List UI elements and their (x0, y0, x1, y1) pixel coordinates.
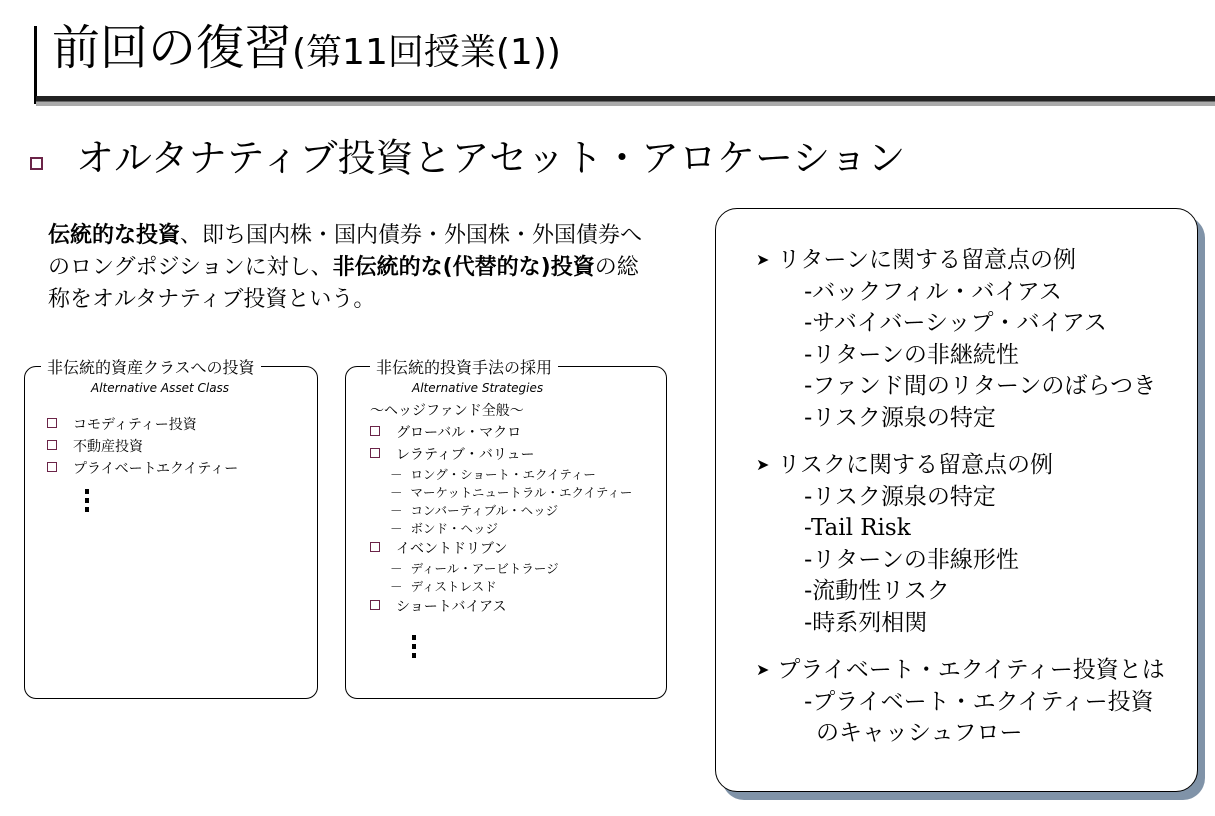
square-bullet-icon (47, 462, 57, 472)
sub-list-item (390, 521, 498, 536)
notes-section-head (756, 657, 1165, 685)
alternative-asset-class-box (24, 358, 318, 699)
item-label: 不動産投資 (73, 439, 143, 455)
sub-list-item (390, 467, 596, 482)
square-bullet-icon (370, 600, 380, 610)
list-item (370, 425, 521, 442)
vertical-ellipsis-icon (85, 489, 89, 516)
item-label: ディール・アービトラージ (410, 561, 559, 576)
square-bullet-icon (370, 426, 380, 436)
box-subtitle: Alternative Strategies (412, 381, 544, 395)
square-bullet-icon (30, 157, 43, 170)
sub-list-item (390, 561, 559, 576)
square-bullet-icon (370, 542, 380, 552)
dash-icon: － (390, 579, 411, 594)
list-item (370, 541, 507, 558)
triangle-right-icon: ➤ (756, 250, 770, 269)
dash-icon: － (390, 521, 411, 536)
item-label: ボンド・ヘッジ (410, 521, 498, 536)
item-label: ディストレスド (410, 579, 497, 594)
slide-title (30, 18, 1215, 103)
title-left-rule (34, 26, 37, 104)
notes-box (715, 208, 1198, 792)
box-title: 非伝統的資産クラスへの投資 (41, 355, 261, 378)
box-title: 非伝統的投資手法の採用 (370, 355, 558, 378)
item-label: グローバル・マクロ (396, 425, 522, 441)
item-label: ショートバイアス (396, 599, 507, 615)
box-subtitle: Alternative Asset Class (91, 381, 230, 395)
intro-text-2: の総称をオルタナティブ投資という。 (48, 255, 639, 312)
sub-list-item (390, 503, 558, 518)
head-label: リスクに関する留意点の例 (777, 452, 1053, 478)
square-bullet-icon (47, 440, 57, 450)
notes-item: のキャッシュフロー (816, 720, 1023, 746)
title-underline (36, 96, 1215, 106)
notes-item: -流動性リスク (804, 578, 950, 604)
notes-item: -時系列相関 (804, 610, 928, 636)
intro-paragraph (48, 220, 648, 316)
hedge-fund-general: ～ヘッジファンド全般～ (370, 403, 524, 419)
title-main: 前回の復習 (52, 20, 293, 76)
item-label: コンバーティブル・ヘッジ (410, 503, 559, 518)
title-sub: (第11回授業(1)) (292, 32, 561, 73)
list-item (370, 599, 506, 616)
notes-item: -リターンの非継続性 (804, 342, 1019, 368)
title-text (52, 20, 561, 76)
notes-item: -リスク源泉の特定 (804, 484, 996, 510)
item-label: マーケットニュートラル・エクイティー (410, 485, 633, 500)
dash-icon: － (390, 561, 411, 576)
item-label: ロング・ショート・エクイティー (410, 467, 596, 482)
head-label: プライベート・エクイティー投資とは (777, 657, 1165, 683)
triangle-right-icon: ➤ (756, 455, 770, 474)
item-label: コモディティー投資 (73, 417, 197, 433)
sub-list-item (390, 485, 632, 500)
notes-section-head (756, 452, 1053, 480)
item-label: イベントドリブン (396, 541, 508, 557)
square-bullet-icon (370, 448, 380, 458)
vertical-ellipsis-icon (412, 635, 416, 662)
notes-item: -Tail Risk (804, 515, 911, 541)
item-label: プライベートエクイティー (73, 461, 239, 477)
notes-item: -ファンド間のリターンのばらつき (804, 373, 1157, 399)
dash-icon: － (390, 503, 411, 518)
notes-item: -サバイバーシップ・バイアス (804, 310, 1107, 336)
item-label: レラティブ・バリュー (396, 447, 535, 463)
notes-item: -バックフィル・バイアス (804, 279, 1062, 305)
notes-section-head (756, 247, 1076, 275)
intro-text-1: 、即ち国内株・国内債券・外国株・外国債券へのロングポジションに対し、 (48, 223, 643, 280)
triangle-right-icon: ➤ (756, 660, 770, 679)
intro-bold-2: 非伝統的な(代替的な)投資 (332, 255, 595, 280)
intro-bold-1: 伝統的な投資 (48, 223, 181, 248)
head-label: リターンに関する留意点の例 (777, 247, 1076, 273)
alternative-strategies-box (345, 358, 667, 699)
sub-list-item (390, 579, 497, 594)
square-bullet-icon (47, 418, 57, 428)
list-item (370, 447, 534, 464)
section-heading: オルタナティブ投資とアセット・アロケーション (76, 136, 906, 180)
dash-icon: － (390, 485, 411, 500)
notes-item: -プライベート・エクイティー投資 (804, 689, 1154, 715)
list-item (47, 417, 197, 434)
dash-icon: － (390, 467, 411, 482)
notes-item: -リターンの非線形性 (804, 547, 1019, 573)
list-item (47, 461, 238, 478)
list-item (47, 439, 143, 456)
notes-item: -リスク源泉の特定 (804, 405, 996, 431)
